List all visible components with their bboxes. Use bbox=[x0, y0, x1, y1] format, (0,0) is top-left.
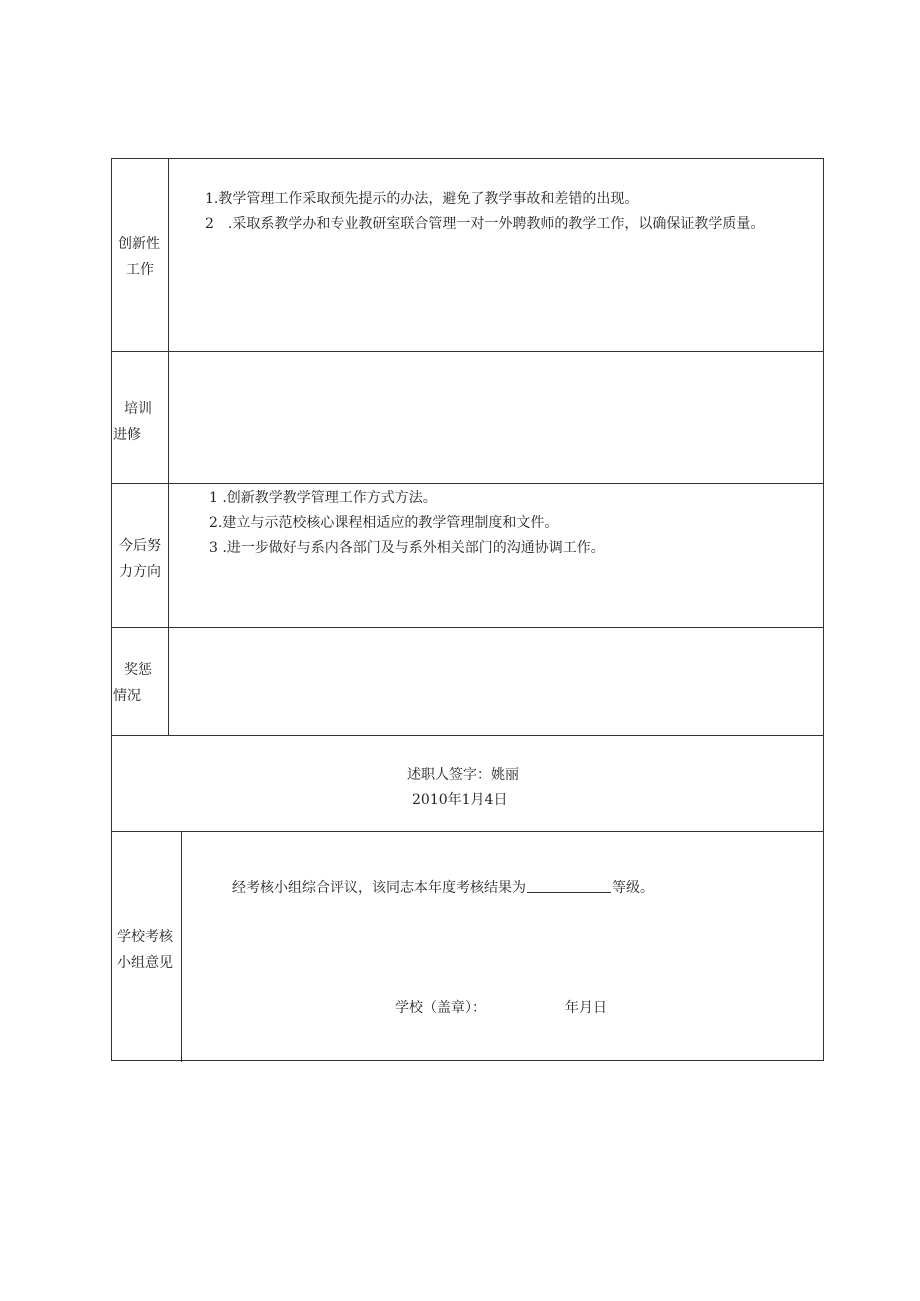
innovative-item-1: 1.教学管理工作采取预先提示的办法，避免了教学事故和差错的出现。 bbox=[205, 191, 639, 207]
label-line-2: 小组意见 bbox=[117, 955, 173, 971]
label-school-review bbox=[112, 832, 182, 1062]
review-opinion-text: 经考核小组综合评议，该同志本年度考核结果为 bbox=[232, 880, 526, 896]
row-awards bbox=[112, 628, 823, 736]
signature-date: 2010年1月4日 bbox=[412, 792, 508, 808]
review-opinion bbox=[232, 877, 654, 897]
signer-name: 述职人签字：姚丽 bbox=[407, 767, 519, 783]
review-date: 年月日 bbox=[565, 1000, 607, 1016]
row-innovative-work bbox=[112, 159, 823, 352]
innovative-item-2: 2 .采取系教学办和专业教研室联合管理一对一外聘教师的教学工作，以确保证教学质量。 bbox=[205, 216, 765, 232]
school-review-content bbox=[182, 832, 823, 1062]
label-line-2: 工作 bbox=[126, 262, 154, 278]
label-innovative-work bbox=[112, 159, 169, 351]
label-future-direction bbox=[112, 484, 169, 627]
label-awards bbox=[112, 628, 169, 735]
row-training bbox=[112, 352, 823, 484]
future-item-1: 1 .创新教学教学管理工作方式方法。 bbox=[209, 490, 437, 506]
label-line-1: 奖惩 bbox=[124, 662, 152, 678]
assessment-form-table bbox=[111, 158, 824, 1061]
row-signature bbox=[112, 736, 823, 832]
label-line-1: 培训 bbox=[124, 401, 152, 417]
grade-blank-field[interactable] bbox=[527, 878, 611, 893]
awards-content bbox=[169, 628, 823, 735]
label-line-1: 今后努 bbox=[119, 538, 161, 554]
innovative-work-content bbox=[169, 159, 823, 351]
label-line-2: 进修 bbox=[113, 427, 141, 443]
label-line-1: 创新性 bbox=[118, 236, 160, 252]
label-line-2: 力方向 bbox=[119, 564, 161, 580]
label-training bbox=[112, 352, 169, 483]
label-line-2: 情况 bbox=[113, 688, 141, 704]
review-opinion-suffix: 等级。 bbox=[612, 880, 654, 896]
row-future-direction bbox=[112, 484, 823, 628]
future-item-3: 3 .进一步做好与系内各部门及与系外相关部门的沟通协调工作。 bbox=[209, 540, 605, 556]
school-stamp: 学校（盖章）： bbox=[395, 1000, 486, 1016]
future-direction-content bbox=[169, 484, 823, 627]
row-school-review bbox=[112, 832, 823, 1062]
training-content bbox=[169, 352, 823, 483]
future-item-2: 2.建立与示范校核心课程相适应的教学管理制度和文件。 bbox=[209, 515, 559, 531]
label-line-1: 学校考核 bbox=[117, 929, 173, 945]
